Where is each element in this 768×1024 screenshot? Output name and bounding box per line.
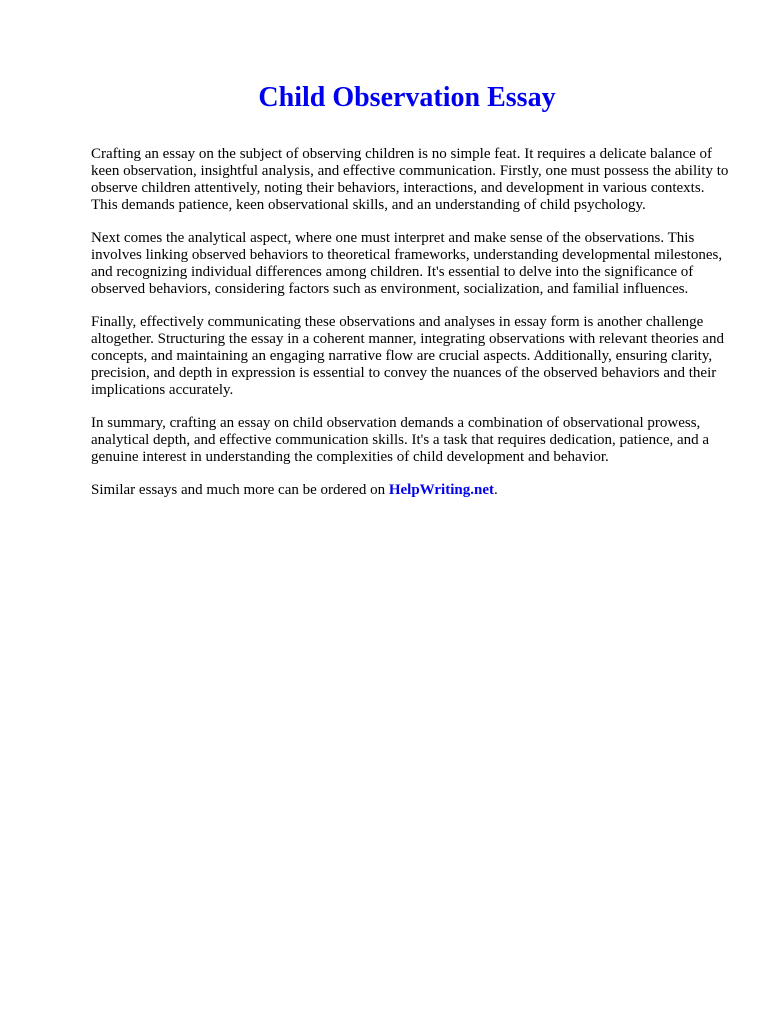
paragraph-1: Crafting an essay on the subject of observing children is no simple feat. It requires a delicate balance of keen observation, insightful analysis, and effective communication. Firstly, one must possess the ability to observe children attentively, noting their behaviors, interactions, and development in various contexts. This demands patience, keen observational skills, and an understanding of child psychology.	[91, 146, 729, 213]
helpwriting-link[interactable]: HelpWriting.net	[388, 482, 494, 498]
closing-line	[91, 482, 731, 499]
paragraph-4: In summary, crafting an essay on child observation demands a combination of observational prowess, analytical depth, and effective communication skills. It's a task that requires dedication, patience, and a genuine interest in understanding the complexities of child development and behavior.	[91, 415, 710, 465]
closing-prefix: Similar essays and much more can be ordered on	[91, 482, 389, 498]
paragraph-3: Finally, effectively communicating these observations and analyses in essay form is another challenge altogether. Structuring the essay in a coherent manner, integrating observations with relevant theories and concepts, and maintaining an engaging narrative flow are crucial aspects. Additionally, ensuring clarity, precision, and depth in expression is essential to convey the nuances of the observed behaviors and their implications accurately.	[91, 314, 724, 398]
paragraph-2: Next comes the analytical aspect, where one must interpret and make sense of the observations. This involves linking observed behaviors to theoretical frameworks, understanding developmental milestones, and recognizing individual differences among children. It's essential to delve into the significance of observed behaviors, considering factors such as environment, socialization, and familial influences.	[91, 230, 723, 297]
essay-body	[91, 146, 731, 515]
closing-suffix: .	[493, 482, 498, 498]
page-title: Child Observation Essay	[258, 82, 556, 113]
